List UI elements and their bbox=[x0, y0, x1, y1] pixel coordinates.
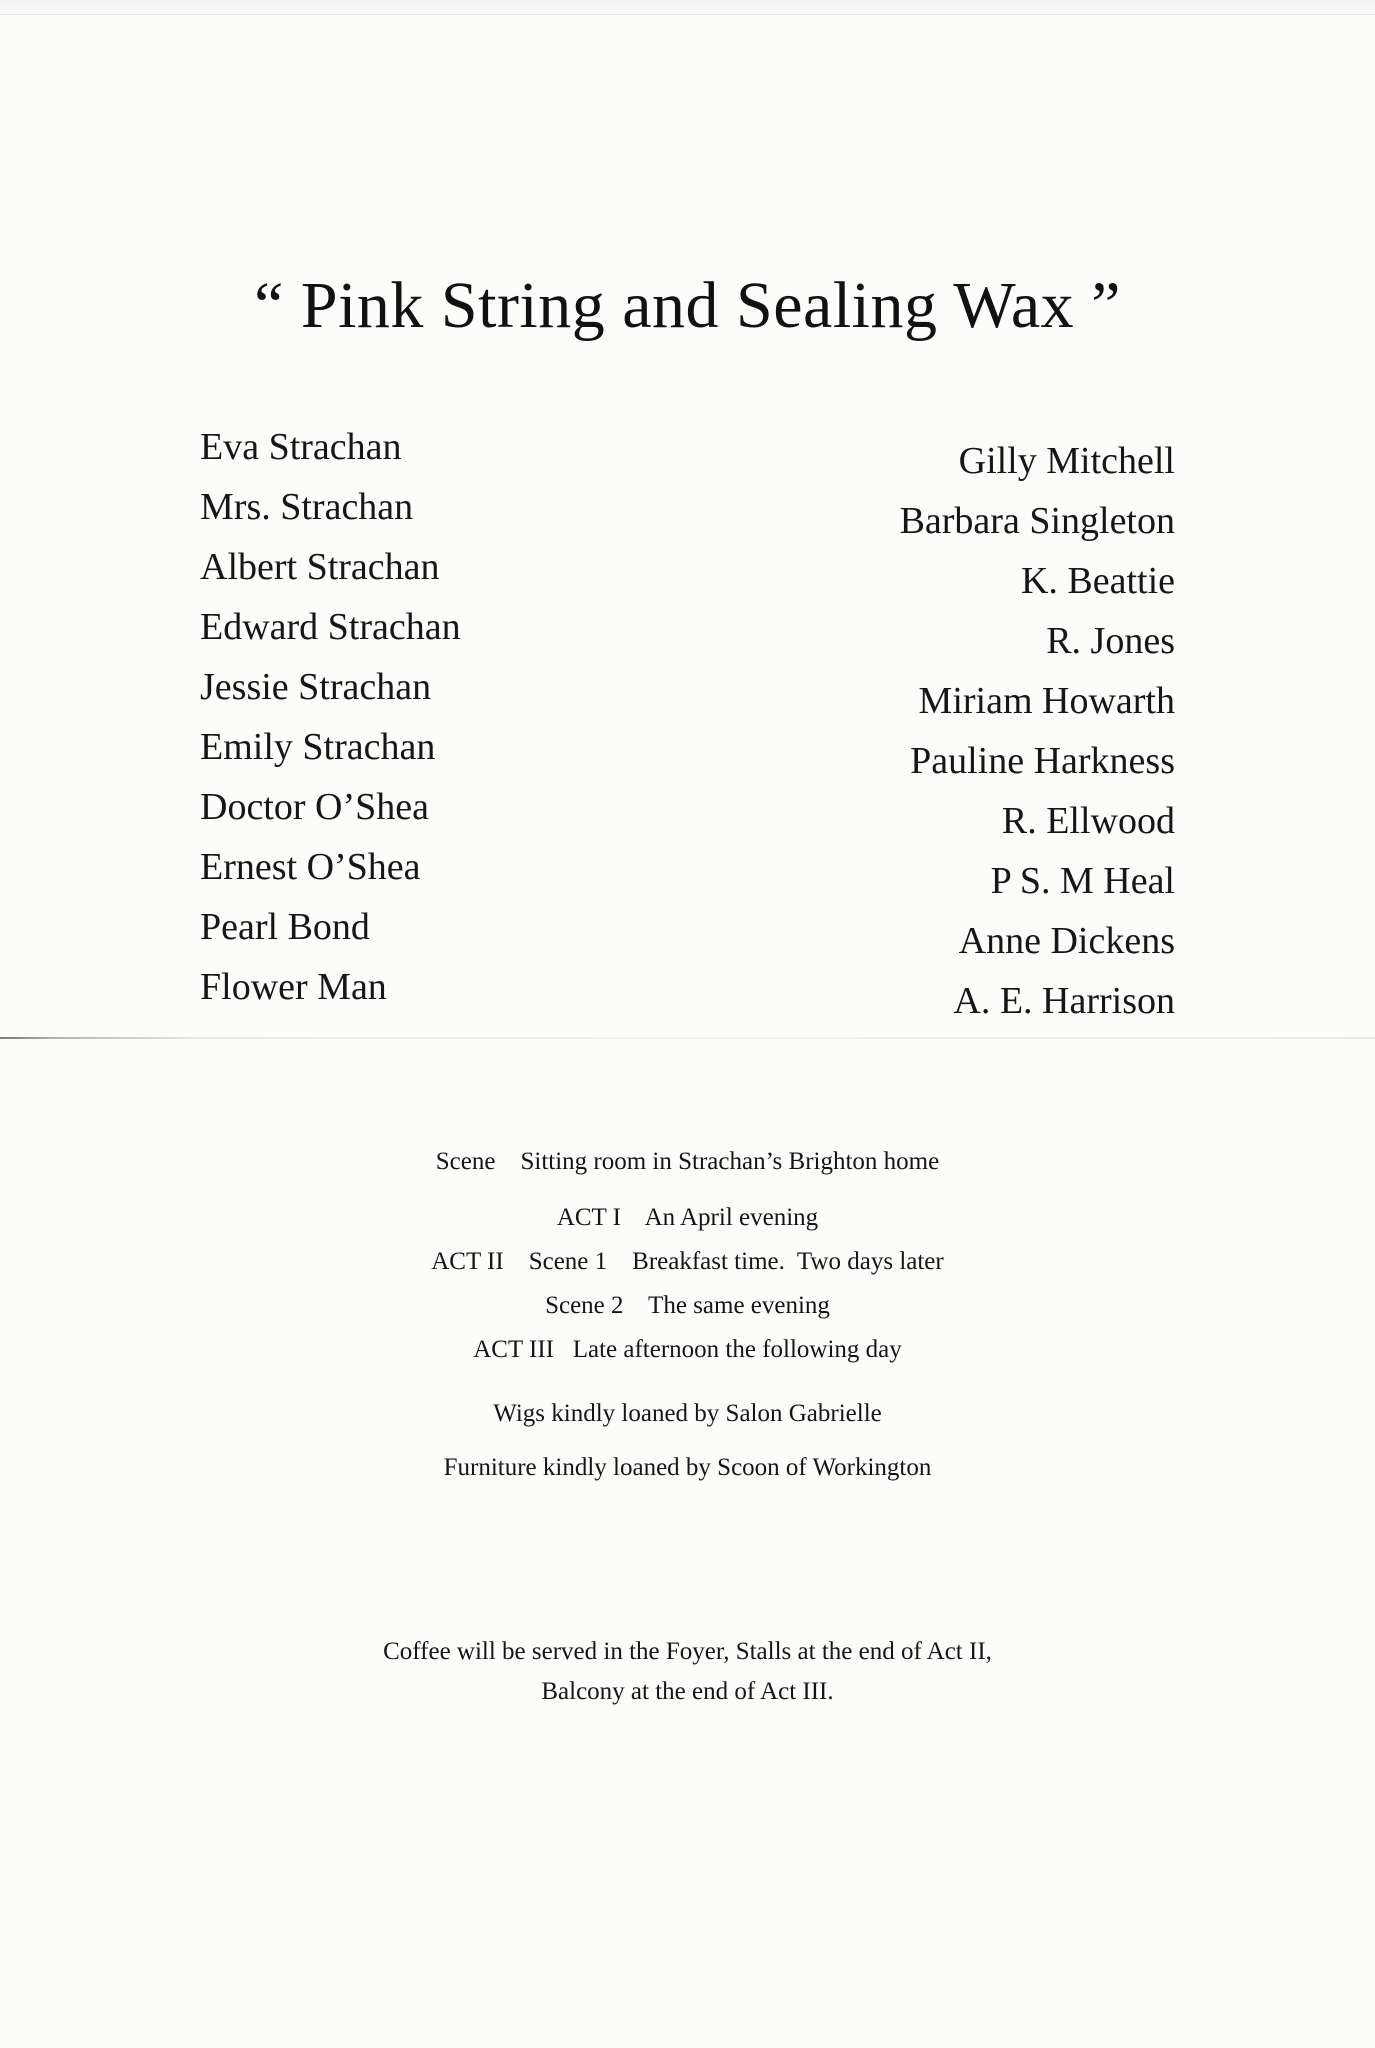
play-title: “ Pink String and Sealing Wax ” bbox=[254, 269, 1121, 342]
act-two-scene-one: ACT II Scene 1 Breakfast time. Two days later bbox=[431, 1248, 944, 1275]
cast-role: Edward Strachan bbox=[200, 606, 461, 648]
cast-row bbox=[200, 545, 1175, 605]
cast-role: Doctor O’Shea bbox=[200, 786, 429, 828]
cast-role: Flower Man bbox=[200, 966, 387, 1008]
coffee-line: Balcony at the end of Act III. bbox=[541, 1678, 834, 1705]
scene-setting: Scene Sitting room in Strachan’s Brighton home bbox=[435, 1148, 940, 1175]
cast-list bbox=[200, 425, 1175, 1045]
cast-actor: Gilly Mitchell bbox=[958, 440, 1175, 482]
cast-role: Jessie Strachan bbox=[200, 666, 432, 708]
cast-row bbox=[200, 485, 1175, 545]
cast-actor: Anne Dickens bbox=[958, 920, 1175, 962]
cast-role: Mrs. Strachan bbox=[200, 486, 414, 528]
cast-actor: R. Jones bbox=[1046, 620, 1175, 662]
cast-row bbox=[200, 785, 1175, 845]
act-three: ACT III Late afternoon the following day bbox=[473, 1336, 902, 1363]
cast-actor: R. Ellwood bbox=[1001, 800, 1175, 842]
cast-row bbox=[200, 965, 1175, 1025]
cast-role: Eva Strachan bbox=[200, 426, 402, 468]
cast-row bbox=[200, 425, 1175, 485]
cast-row bbox=[200, 905, 1175, 965]
wigs-credit: Wigs kindly loaned by Salon Gabrielle bbox=[493, 1400, 882, 1427]
coffee-notice bbox=[0, 1632, 1375, 1712]
cast-role: Ernest O’Shea bbox=[200, 846, 421, 888]
furniture-credit: Furniture kindly loaned by Scoon of Workington bbox=[443, 1454, 932, 1481]
cast-actor: Barbara Singleton bbox=[899, 500, 1175, 542]
page-top-edge bbox=[0, 0, 1375, 15]
cast-actor: P S. M Heal bbox=[990, 860, 1175, 902]
act-two-scene-two: Scene 2 The same evening bbox=[545, 1292, 830, 1319]
cast-actor: K. Beattie bbox=[1020, 560, 1175, 602]
cast-actor: A. E. Harrison bbox=[953, 980, 1175, 1022]
cast-role: Emily Strachan bbox=[200, 726, 436, 768]
cast-actor: Pauline Harkness bbox=[910, 740, 1175, 782]
coffee-line: Coffee will be served in the Foyer, Stalls at the end of Act II, bbox=[383, 1638, 992, 1665]
cast-role: Albert Strachan bbox=[200, 546, 440, 588]
cast-role: Pearl Bond bbox=[200, 906, 370, 948]
cast-row bbox=[200, 845, 1175, 905]
cast-row bbox=[200, 725, 1175, 785]
cast-actor: Miriam Howarth bbox=[918, 680, 1175, 722]
cast-row bbox=[200, 665, 1175, 725]
act-one: ACT I An April evening bbox=[556, 1204, 819, 1231]
cast-row bbox=[200, 605, 1175, 665]
